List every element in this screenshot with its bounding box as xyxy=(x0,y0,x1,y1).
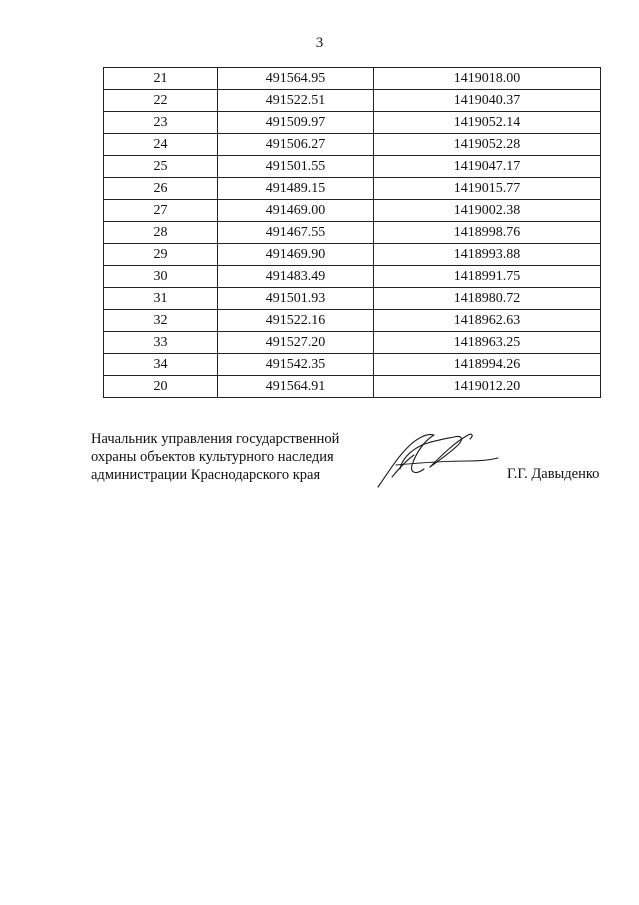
point-number-cell: 24 xyxy=(104,134,218,156)
signatory-position xyxy=(91,430,339,484)
signatory-position-line: администрации Краснодарского края xyxy=(91,467,321,483)
table-row xyxy=(104,288,601,310)
x-coordinate-cell: 491501.93 xyxy=(218,288,374,310)
table-row xyxy=(104,310,601,332)
y-coordinate-cell: 1418962.63 xyxy=(374,310,601,332)
y-coordinate-cell: 1418980.72 xyxy=(374,288,601,310)
point-number-cell: 21 xyxy=(104,68,218,90)
x-coordinate-cell: 491527.20 xyxy=(218,332,374,354)
y-coordinate-cell: 1419052.14 xyxy=(374,112,601,134)
x-coordinate-cell: 491469.90 xyxy=(218,244,374,266)
point-number-cell: 34 xyxy=(104,354,218,376)
table-row xyxy=(104,134,601,156)
point-number-cell: 32 xyxy=(104,310,218,332)
y-coordinate-cell: 1419002.38 xyxy=(374,200,601,222)
table-row xyxy=(104,178,601,200)
x-coordinate-cell: 491522.16 xyxy=(218,310,374,332)
x-coordinate-cell: 491467.55 xyxy=(218,222,374,244)
x-coordinate-cell: 491483.49 xyxy=(218,266,374,288)
y-coordinate-cell: 1418991.75 xyxy=(374,266,601,288)
table-row xyxy=(104,90,601,112)
table-row xyxy=(104,200,601,222)
signatory-name: Г.Г. Давыденко xyxy=(507,466,600,482)
point-number-cell: 28 xyxy=(104,222,218,244)
x-coordinate-cell: 491469.00 xyxy=(218,200,374,222)
point-number-cell: 29 xyxy=(104,244,218,266)
point-number-cell: 27 xyxy=(104,200,218,222)
table-row xyxy=(104,222,601,244)
x-coordinate-cell: 491506.27 xyxy=(218,134,374,156)
point-number-cell: 26 xyxy=(104,178,218,200)
table-row xyxy=(104,68,601,90)
y-coordinate-cell: 1419040.37 xyxy=(374,90,601,112)
y-coordinate-cell: 1418993.88 xyxy=(374,244,601,266)
table-row xyxy=(104,266,601,288)
table-row xyxy=(104,376,601,398)
y-coordinate-cell: 1418994.26 xyxy=(374,354,601,376)
point-number-cell: 25 xyxy=(104,156,218,178)
x-coordinate-cell: 491564.95 xyxy=(218,68,374,90)
table-row xyxy=(104,332,601,354)
coordinates-table-body xyxy=(104,68,601,398)
point-number-cell: 23 xyxy=(104,112,218,134)
x-coordinate-cell: 491489.15 xyxy=(218,178,374,200)
x-coordinate-cell: 491522.51 xyxy=(218,90,374,112)
coordinates-table xyxy=(103,67,601,398)
x-coordinate-cell: 491564.91 xyxy=(218,376,374,398)
table-row xyxy=(104,156,601,178)
y-coordinate-cell: 1418998.76 xyxy=(374,222,601,244)
x-coordinate-cell: 491501.55 xyxy=(218,156,374,178)
y-coordinate-cell: 1419047.17 xyxy=(374,156,601,178)
point-number-cell: 22 xyxy=(104,90,218,112)
point-number-cell: 31 xyxy=(104,288,218,310)
table-row xyxy=(104,354,601,376)
y-coordinate-cell: 1419018.00 xyxy=(374,68,601,90)
y-coordinate-cell: 1419015.77 xyxy=(374,178,601,200)
table-row xyxy=(104,112,601,134)
signatory-position-line: охраны объектов культурного наследия xyxy=(91,449,334,465)
y-coordinate-cell: 1419052.28 xyxy=(374,134,601,156)
y-coordinate-cell: 1419012.20 xyxy=(374,376,601,398)
signatory-position-line: Начальник управления государственной xyxy=(91,431,340,447)
x-coordinate-cell: 491509.97 xyxy=(218,112,374,134)
page-number: 3 xyxy=(315,35,324,51)
point-number-cell: 20 xyxy=(104,376,218,398)
point-number-cell: 33 xyxy=(104,332,218,354)
x-coordinate-cell: 491542.35 xyxy=(218,354,374,376)
point-number-cell: 30 xyxy=(104,266,218,288)
y-coordinate-cell: 1418963.25 xyxy=(374,332,601,354)
handwritten-signature-mark xyxy=(372,425,502,491)
table-row xyxy=(104,244,601,266)
